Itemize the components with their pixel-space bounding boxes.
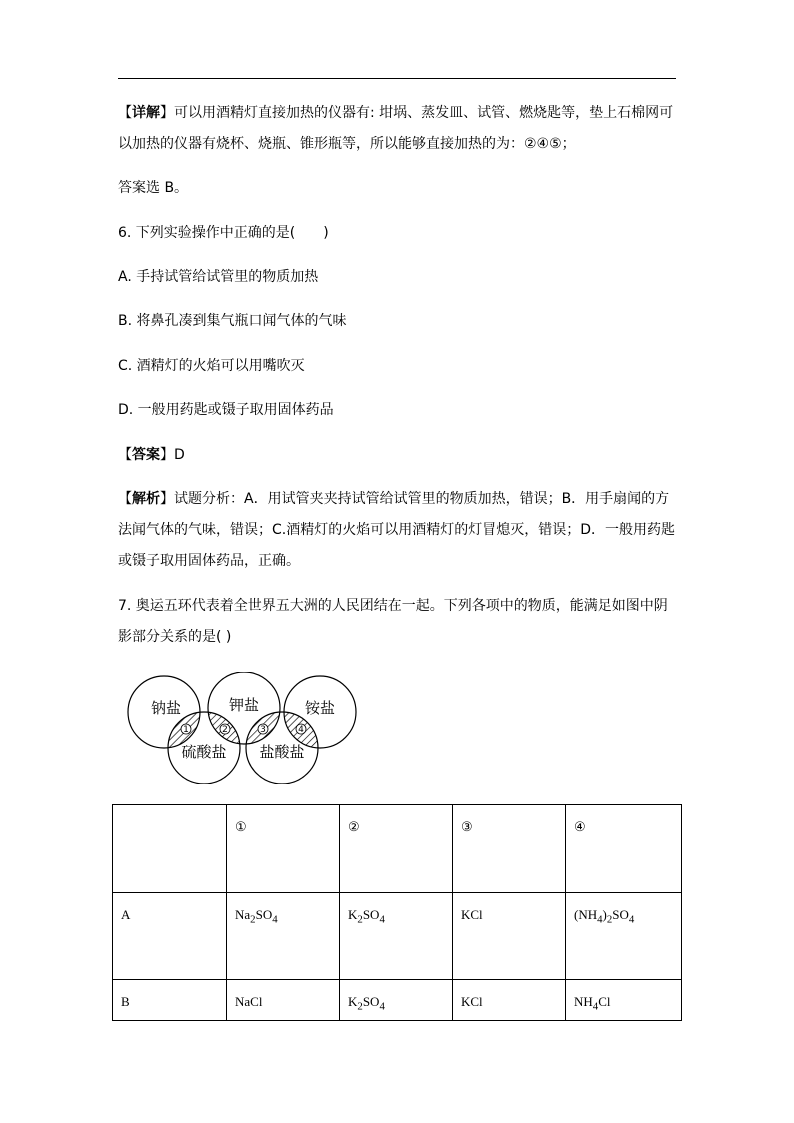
- region-label-2: 2: [222, 725, 228, 735]
- explanation-text-1: 可以用酒精灯直接加热的仪器有: 坩埚、蒸发皿、试管、燃烧匙等，垫上石棉网可: [174, 105, 674, 121]
- options-table: [112, 804, 682, 1021]
- ring-label-ammonium: 铵盐: [304, 699, 336, 717]
- table-cell: ④: [566, 805, 682, 893]
- ring-label-chloride: 盐酸盐: [259, 743, 305, 761]
- q6-analysis-tag: 解析: [132, 491, 160, 507]
- table-cell: NaCl: [227, 980, 340, 1021]
- olympic-rings-diagram: [124, 672, 364, 784]
- explanation-answer: 答案选 B。: [118, 180, 189, 196]
- header-rule: [118, 78, 676, 79]
- q7-stem-line-2: 影部分关系的是( ): [118, 629, 232, 645]
- region-label-3: 3: [260, 725, 266, 735]
- q6-option-a: A. 手持试管给试管里的物质加热: [118, 269, 319, 285]
- table-cell: $(NH_4)_2SO_4$: [566, 893, 682, 980]
- q6-analysis-line-1: 【解析】试题分析：A．用试管夹夹持试管给试管里的物质加热，错误；B．用手扇闻的方: [118, 491, 670, 507]
- table-cell: KCl: [453, 893, 566, 980]
- table-cell: KCl: [453, 980, 566, 1021]
- table-cell: ②: [340, 805, 453, 893]
- table-cell: ①: [227, 805, 340, 893]
- table-cell: $K_2SO_4$: [340, 893, 453, 980]
- q6-answer: 【答案】D: [118, 447, 185, 463]
- explanation-tag: 详解: [132, 105, 160, 121]
- table-row: [113, 893, 682, 980]
- q6-analysis-line-3: 或镊子取用固体药品，正确。: [118, 553, 300, 569]
- ring-label-sulfate: 硫酸盐: [181, 743, 227, 761]
- region-label-1: 1: [183, 725, 189, 735]
- table-cell: $NH_4Cl$: [566, 980, 682, 1021]
- table-row: [113, 980, 682, 1021]
- table-cell: ③: [453, 805, 566, 893]
- q6-answer-value: D: [174, 447, 185, 463]
- row-label: A: [113, 893, 227, 980]
- q7-stem-line-1: 7. 奥运五环代表着全世界五大洲的人民团结在一起。下列各项中的物质，能满足如图中阴: [118, 598, 668, 614]
- q6-analysis-text-1: 试题分析：A．用试管夹夹持试管给试管里的物质加热，错误；B．用手扇闻的方: [174, 491, 670, 507]
- q6-answer-tag: 答案: [132, 447, 160, 463]
- region-label-4: 4: [298, 725, 304, 735]
- table-cell: $K_2SO_4$: [340, 980, 453, 1021]
- table-cell: $Na_2SO_4$: [227, 893, 340, 980]
- q6-option-c: C. 酒精灯的火焰可以用嘴吹灭: [118, 358, 305, 374]
- explanation-line-2: 以加热的仪器有烧杯、烧瓶、锥形瓶等，所以能够直接加热的为：②④⑤；: [118, 136, 576, 152]
- q6-option-d: D. 一般用药匙或镊子取用固体药品: [118, 402, 334, 418]
- ring-label-potassium: 钾盐: [228, 696, 260, 714]
- q6-option-b: B. 将鼻孔凑到集气瓶口闻气体的气味: [118, 313, 347, 329]
- explanation-line-1: 【详解】可以用酒精灯直接加热的仪器有: 坩埚、蒸发皿、试管、燃烧匙等，垫上石棉网可: [118, 105, 674, 121]
- q6-stem: 6. 下列实验操作中正确的是( ): [118, 225, 329, 241]
- q6-analysis-line-2: 法闻气体的气味，错误；C.酒精灯的火焰可以用酒精灯的灯冒熄灭，错误；D．一般用药匙: [118, 522, 676, 538]
- table-cell: [113, 805, 227, 893]
- row-label: B: [113, 980, 227, 1021]
- ring-label-sodium: 钠盐: [150, 699, 182, 717]
- table-header-row: [113, 805, 682, 893]
